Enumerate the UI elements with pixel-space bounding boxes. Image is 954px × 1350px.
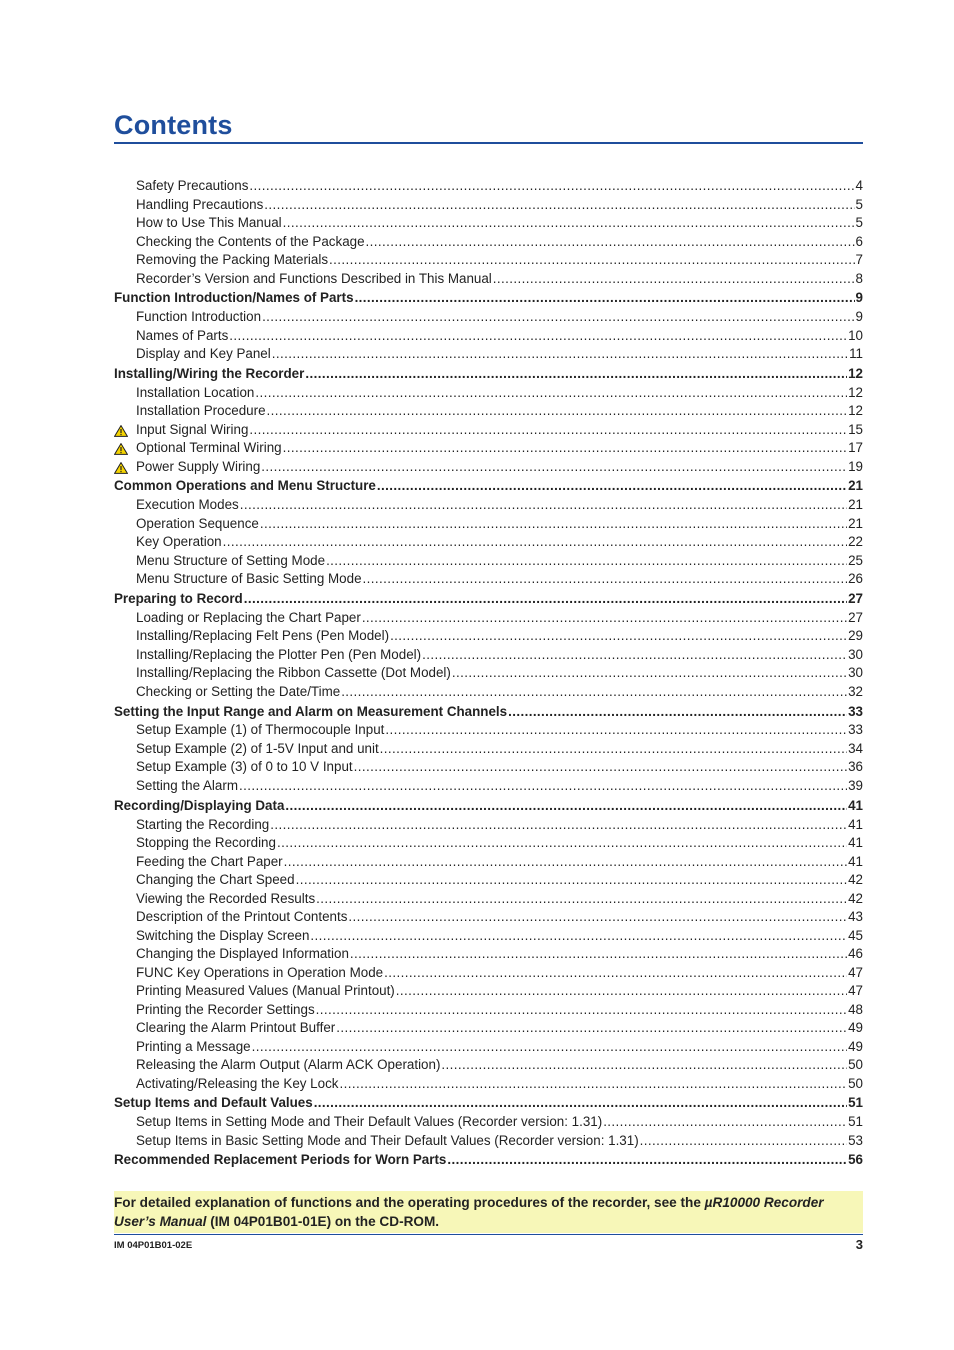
toc-dot-leader <box>249 421 847 440</box>
toc-page-number: 34 <box>848 740 863 756</box>
toc-entry-row[interactable] <box>114 233 863 252</box>
toc-dot-leader <box>366 233 855 252</box>
toc-entry-label: Releasing the Alarm Output (Alarm ACK Operation) <box>136 1057 441 1073</box>
toc-entry-label: Printing a Message <box>136 1038 251 1054</box>
toc-entry-row[interactable] <box>114 908 863 927</box>
toc-page-number: 27 <box>848 590 863 606</box>
toc-entry-label: Safety Precautions <box>136 178 249 193</box>
toc-page-number: 47 <box>848 983 863 999</box>
toc-entry-row[interactable] <box>114 308 863 327</box>
toc-dot-leader <box>385 721 847 740</box>
toc-entry-row[interactable] <box>114 1001 863 1020</box>
toc-entry-label: Recorder’s Version and Functions Described in This Manual <box>136 270 492 286</box>
toc-dot-leader <box>270 816 847 835</box>
toc-entry-row[interactable] <box>114 777 863 796</box>
toc-page-number: 32 <box>848 683 863 699</box>
toc-page-number: 53 <box>848 1132 863 1148</box>
toc-entry-label: Feeding the Chart Paper <box>136 853 283 869</box>
toc-section-row[interactable] <box>114 1094 863 1113</box>
toc-page-number: 43 <box>848 909 863 925</box>
toc-dot-leader <box>314 1094 847 1113</box>
toc-dot-leader <box>422 646 847 665</box>
toc-page-number: 9 <box>855 290 863 306</box>
toc-entry-label: Key Operation <box>136 534 222 550</box>
toc-page-number: 50 <box>848 1075 863 1091</box>
toc-page-number: 21 <box>848 478 863 494</box>
toc-entry-row[interactable] <box>114 1056 863 1075</box>
toc-entry-label: Switching the Display Screen <box>136 927 310 943</box>
toc-entry-label: Stopping the Recording <box>136 835 276 851</box>
toc-page-number: 46 <box>848 946 863 962</box>
toc-page-number: 36 <box>848 759 863 775</box>
toc-dot-leader <box>363 570 848 589</box>
toc-entry-row[interactable] <box>114 439 863 458</box>
toc-entry-label: Names of Parts <box>136 327 229 343</box>
toc-entry-label: Recommended Replacement Periods for Worn Parts <box>114 1152 447 1168</box>
toc-entry-row[interactable] <box>114 384 863 403</box>
document-id: IM 04P01B01-02E <box>114 1240 193 1251</box>
toc-page-number: 33 <box>848 703 863 719</box>
warning-triangle-icon <box>114 461 128 473</box>
toc-dot-leader <box>341 683 847 702</box>
toc-dot-leader <box>283 214 855 233</box>
toc-entry-label: Handling Precautions <box>136 196 264 212</box>
toc-entry-label: Installing/Wiring the Recorder <box>114 365 305 381</box>
footer-divider <box>114 1234 863 1235</box>
toc-dot-leader <box>354 758 847 777</box>
note-manual-title: µR10000 Recorder User’s Manual <box>114 1195 824 1229</box>
toc-section-row[interactable] <box>114 1151 863 1170</box>
toc-dot-leader <box>441 1056 847 1075</box>
toc-dot-leader <box>603 1113 847 1132</box>
toc-dot-leader <box>255 384 847 403</box>
toc-page-number: 7 <box>855 252 863 267</box>
toc-entry-row[interactable] <box>114 533 863 552</box>
toc-entry-row[interactable] <box>114 496 863 515</box>
toc-dot-leader <box>447 1151 847 1170</box>
toc-page-number: 17 <box>848 440 863 456</box>
toc-entry-label: Operation Sequence <box>136 515 259 531</box>
warning-triangle-icon <box>114 442 128 454</box>
toc-entry-label: Printing the Recorder Settings <box>136 1001 315 1017</box>
toc-dot-leader <box>262 308 854 327</box>
toc-entry-row[interactable] <box>114 740 863 759</box>
toc-entry-label: Input Signal Wiring <box>136 421 249 437</box>
toc-page-number: 12 <box>848 403 863 419</box>
toc-page-number: 29 <box>848 628 863 644</box>
toc-entry-label: Common Operations and Menu Structure <box>114 478 376 494</box>
toc-page-number: 5 <box>855 196 863 212</box>
toc-entry-row[interactable] <box>114 964 863 983</box>
toc-entry-label: Menu Structure of Basic Setting Mode <box>136 571 362 587</box>
toc-entry-label: Setup Items in Setting Mode and Their Default Values (Recorder version: 1.31) <box>136 1114 603 1130</box>
toc-entry-row[interactable] <box>114 1075 863 1094</box>
toc-page-number: 9 <box>855 309 863 325</box>
toc-entry-label: Function Introduction <box>136 309 262 325</box>
toc-entry-label: Changing the Chart Speed <box>136 872 295 888</box>
toc-entry-row[interactable] <box>114 853 863 872</box>
toc-page-number: 33 <box>848 722 863 738</box>
toc-entry-label: Optional Terminal Wiring <box>136 440 282 456</box>
toc-page-number: 45 <box>848 927 863 943</box>
toc-page-number: 50 <box>848 1057 863 1073</box>
toc-dot-leader <box>339 1075 847 1094</box>
toc-page-number: 5 <box>855 215 863 230</box>
toc-page-number: 42 <box>848 872 863 888</box>
toc-entry-label: Installation Location <box>136 384 255 400</box>
toc-entry-row[interactable] <box>114 609 863 628</box>
toc-entry-row[interactable] <box>114 515 863 534</box>
toc-dot-leader <box>452 664 847 683</box>
toc-page-number: 42 <box>848 890 863 906</box>
toc-dot-leader <box>310 927 847 946</box>
toc-dot-leader <box>396 982 847 1001</box>
note-text: For detailed explanation of functions and the operating procedures of the recorder, see the <box>114 1195 705 1210</box>
toc-entry-label: Changing the Displayed Information <box>136 946 349 962</box>
toc-page-number: 12 <box>848 365 863 381</box>
toc-entry-row[interactable] <box>114 890 863 909</box>
toc-page-number: 10 <box>848 327 863 343</box>
toc-entry-label: Checking the Contents of the Package <box>136 233 365 249</box>
toc-dot-leader <box>350 945 847 964</box>
toc-entry-label: Description of the Printout Contents <box>136 909 348 925</box>
toc-entry-label: Setup Example (3) of 0 to 10 V Input <box>136 759 353 775</box>
toc-page-number: 27 <box>848 609 863 625</box>
toc-page-number: 21 <box>848 515 863 531</box>
table-of-contents <box>114 177 863 1170</box>
toc-entry-label: Removing the Packing Materials <box>136 252 329 267</box>
toc-entry-label: Viewing the Recorded Results <box>136 890 316 906</box>
toc-entry-row[interactable] <box>114 214 863 233</box>
toc-entry-label: FUNC Key Operations in Operation Mode <box>136 964 384 980</box>
page-title: Contents <box>114 110 233 140</box>
toc-page-number: 48 <box>848 1001 863 1017</box>
toc-dot-leader <box>336 1019 847 1038</box>
toc-dot-leader <box>284 853 847 872</box>
toc-entry-row[interactable] <box>114 177 863 196</box>
toc-entry-label: Setting the Alarm <box>136 777 238 793</box>
toc-section-row[interactable] <box>114 797 863 816</box>
toc-page-number: 41 <box>848 853 863 869</box>
toc-dot-leader <box>252 1038 847 1057</box>
toc-entry-row[interactable] <box>114 945 863 964</box>
toc-entry-row[interactable] <box>114 1038 863 1057</box>
toc-page-number: 39 <box>848 777 863 793</box>
toc-entry-label: Loading or Replacing the Chart Paper <box>136 609 361 625</box>
toc-page-number: 4 <box>855 178 863 193</box>
toc-dot-leader <box>355 289 855 308</box>
toc-dot-leader <box>261 458 847 477</box>
toc-page-number: 30 <box>848 665 863 681</box>
toc-entry-label: Execution Modes <box>136 497 239 513</box>
toc-entry-row[interactable] <box>114 1113 863 1132</box>
toc-entry-label: Display and Key Panel <box>136 346 271 362</box>
toc-entry-label: Clearing the Alarm Printout Buffer <box>136 1020 336 1036</box>
toc-page-number: 30 <box>848 646 863 662</box>
toc-entry-label: Activating/Releasing the Key Lock <box>136 1075 339 1091</box>
toc-dot-leader <box>283 439 847 458</box>
toc-page-number: 47 <box>848 964 863 980</box>
toc-page-number: 25 <box>848 552 863 568</box>
toc-dot-leader <box>362 609 847 628</box>
toc-dot-leader <box>296 871 848 890</box>
toc-page-number: 51 <box>848 1114 863 1130</box>
toc-entry-label: Power Supply Wiring <box>136 458 261 474</box>
toc-page-number: 12 <box>848 384 863 400</box>
toc-entry-label: Setup Items and Default Values <box>114 1095 313 1111</box>
toc-dot-leader <box>640 1132 847 1151</box>
toc-entry-row[interactable] <box>114 834 863 853</box>
toc-entry-row[interactable] <box>114 552 863 571</box>
toc-entry-label: Printing Measured Values (Manual Printout) <box>136 983 395 999</box>
toc-entry-row[interactable] <box>114 421 863 440</box>
toc-page-number: 6 <box>855 233 863 249</box>
toc-page-number: 22 <box>848 534 863 550</box>
toc-entry-row[interactable] <box>114 458 863 477</box>
toc-entry-row[interactable] <box>114 402 863 421</box>
toc-dot-leader <box>508 703 847 722</box>
toc-dot-leader <box>267 402 848 421</box>
toc-entry-label: Installing/Replacing Felt Pens (Pen Model) <box>136 628 390 644</box>
toc-entry-label: Preparing to Record <box>114 590 243 606</box>
toc-page-number: 49 <box>848 1038 863 1054</box>
toc-entry-row[interactable] <box>114 327 863 346</box>
toc-entry-label: Installation Procedure <box>136 403 266 419</box>
toc-entry-label: Recording/Displaying Data <box>114 797 285 813</box>
toc-entry-row[interactable] <box>114 1019 863 1038</box>
toc-dot-leader <box>326 552 847 571</box>
toc-entry-label: Setup Example (2) of 1-5V Input and unit <box>136 740 379 756</box>
toc-page-number: 15 <box>848 421 863 437</box>
toc-entry-label: Installing/Replacing the Ribbon Cassette (Dot Model) <box>136 665 451 681</box>
toc-dot-leader <box>316 890 847 909</box>
toc-entry-row[interactable] <box>114 664 863 683</box>
toc-section-row[interactable] <box>114 365 863 384</box>
toc-section-row[interactable] <box>114 477 863 496</box>
toc-page-number: 41 <box>848 797 863 813</box>
title-divider <box>114 142 863 144</box>
warning-triangle-icon <box>114 424 128 436</box>
toc-section-row[interactable] <box>114 703 863 722</box>
toc-entry-row[interactable] <box>114 251 863 270</box>
toc-entry-label: Installing/Replacing the Plotter Pen (Pen Model) <box>136 646 422 662</box>
toc-page-number: 11 <box>849 346 863 362</box>
toc-section-row[interactable] <box>114 590 863 609</box>
toc-entry-label: Function Introduction/Names of Parts <box>114 290 354 306</box>
reference-note <box>114 1191 863 1233</box>
toc-entry-row[interactable] <box>114 1132 863 1151</box>
toc-page-number: 41 <box>848 835 863 851</box>
toc-dot-leader <box>272 345 848 364</box>
toc-entry-row[interactable] <box>114 270 863 289</box>
toc-entry-row[interactable] <box>114 345 863 364</box>
toc-entry-row[interactable] <box>114 816 863 835</box>
toc-dot-leader <box>377 477 847 496</box>
toc-dot-leader <box>260 515 847 534</box>
toc-page-number: 21 <box>848 497 863 513</box>
toc-entry-label: Menu Structure of Setting Mode <box>136 552 326 568</box>
toc-dot-leader <box>380 740 847 759</box>
toc-dot-leader <box>285 797 847 816</box>
toc-entry-row[interactable] <box>114 721 863 740</box>
toc-entry-row[interactable] <box>114 570 863 589</box>
toc-entry-label: Checking or Setting the Date/Time <box>136 683 341 699</box>
toc-page-number: 56 <box>848 1152 863 1168</box>
page-number: 3 <box>855 1237 863 1252</box>
toc-entry-label: Setting the Input Range and Alarm on Measurement Channels <box>114 703 508 719</box>
toc-page-number: 49 <box>848 1020 863 1036</box>
toc-dot-leader <box>264 196 854 215</box>
toc-entry-row[interactable] <box>114 927 863 946</box>
toc-entry-row[interactable] <box>114 646 863 665</box>
toc-dot-leader <box>329 251 855 270</box>
toc-dot-leader <box>244 590 847 609</box>
toc-entry-row[interactable] <box>114 196 863 215</box>
note-text-end: (IM 04P01B01-01E) on the CD-ROM. <box>206 1214 440 1229</box>
toc-dot-leader <box>493 270 855 289</box>
toc-entry-row[interactable] <box>114 871 863 890</box>
toc-page-number: 41 <box>848 816 863 832</box>
toc-section-row[interactable] <box>114 289 863 308</box>
toc-entry-label: Starting the Recording <box>136 816 270 832</box>
toc-dot-leader <box>390 627 847 646</box>
toc-dot-leader <box>384 964 847 983</box>
toc-entry-row[interactable] <box>114 683 863 702</box>
toc-dot-leader <box>316 1001 847 1020</box>
toc-dot-leader <box>239 777 847 796</box>
toc-dot-leader <box>249 177 854 196</box>
toc-dot-leader <box>223 533 847 552</box>
toc-entry-label: Setup Items in Basic Setting Mode and Their Default Values (Recorder version: 1.31) <box>136 1132 639 1148</box>
toc-page-number: 8 <box>855 270 863 286</box>
toc-dot-leader <box>229 327 847 346</box>
toc-dot-leader <box>277 834 847 853</box>
toc-entry-label: Setup Example (1) of Thermocouple Input <box>136 722 385 738</box>
toc-entry-row[interactable] <box>114 627 863 646</box>
toc-entry-label: How to Use This Manual <box>136 215 282 230</box>
toc-dot-leader <box>240 496 847 515</box>
toc-page-number: 51 <box>848 1095 863 1111</box>
toc-page-number: 26 <box>848 571 863 587</box>
toc-page-number: 19 <box>848 458 863 474</box>
toc-entry-row[interactable] <box>114 758 863 777</box>
toc-dot-leader <box>305 365 847 384</box>
toc-dot-leader <box>348 908 847 927</box>
toc-entry-row[interactable] <box>114 982 863 1001</box>
